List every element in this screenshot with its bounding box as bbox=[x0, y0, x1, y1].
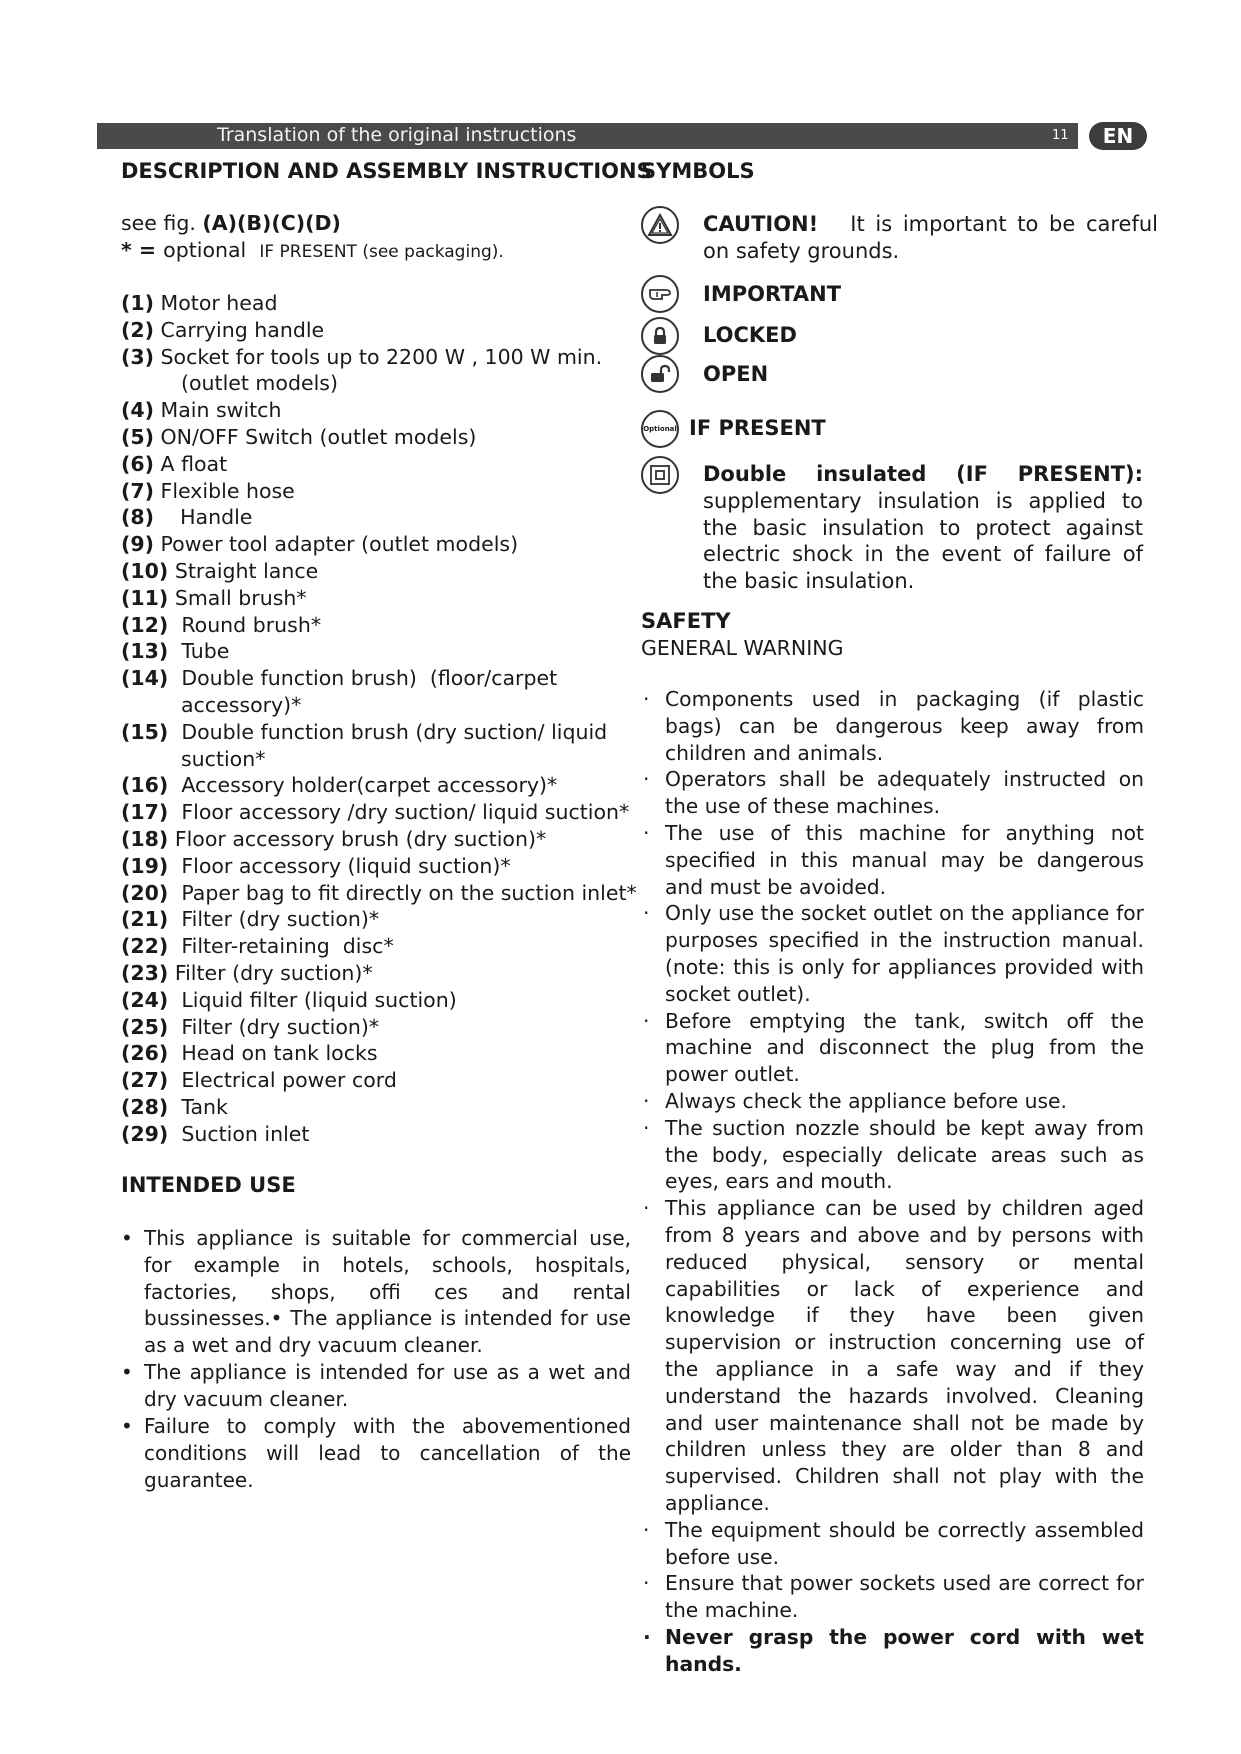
component-label: Filter-retaining disc* bbox=[174, 934, 394, 959]
component-number: (21) bbox=[121, 907, 169, 932]
component-label: Double function brush) (floor/carpet bbox=[174, 666, 558, 691]
component-item bbox=[121, 638, 661, 665]
caution-triangle-icon bbox=[641, 206, 679, 244]
component-item bbox=[121, 531, 661, 558]
component-number: (9) bbox=[121, 532, 155, 557]
component-label: ON/OFF Switch (outlet models) bbox=[160, 424, 477, 449]
safety-item: · Before emptying the tank, switch off the machine and disconnect the plug from the power outlet. bbox=[643, 1008, 1144, 1087]
component-label: Filter (dry suction)* bbox=[174, 907, 380, 932]
optional-note: IF PRESENT (see packaging). bbox=[259, 242, 504, 262]
general-warning: GENERAL WARNING bbox=[641, 636, 844, 660]
safety-item: · The use of this machine for anything not specified in this manual may be dangerous and must be avoided. bbox=[643, 820, 1144, 899]
component-item bbox=[121, 290, 661, 317]
component-label: Tube bbox=[174, 639, 230, 664]
locked-padlock-icon bbox=[641, 317, 679, 355]
component-label: Paper bag to fit directly on the suction inlet* bbox=[174, 880, 637, 905]
component-item bbox=[121, 424, 661, 451]
component-item bbox=[121, 799, 661, 826]
caution-text: CAUTION! It is important to be careful on safety grounds. bbox=[703, 212, 1158, 263]
double-square-icon bbox=[641, 456, 679, 494]
component-item bbox=[121, 692, 661, 719]
component-item bbox=[121, 960, 661, 987]
safety-item: · Ensure that power sockets used are correct for the machine. bbox=[643, 1571, 1144, 1623]
optional-star: * = bbox=[121, 238, 164, 262]
component-label: Floor accessory brush (dry suction)* bbox=[174, 826, 547, 851]
component-number: (10) bbox=[121, 558, 169, 583]
intended-use-heading: INTENDED USE bbox=[121, 1173, 296, 1197]
component-label: Small brush* bbox=[174, 585, 307, 610]
component-item bbox=[121, 933, 661, 960]
component-number: (29) bbox=[121, 1121, 169, 1146]
component-item bbox=[121, 478, 661, 505]
component-number: (2) bbox=[121, 317, 155, 342]
component-number: (18) bbox=[121, 826, 169, 851]
component-item bbox=[121, 719, 661, 746]
component-label: Double function brush (dry suction/ liquid bbox=[174, 719, 608, 744]
safety-item: · Always check the appliance before use. bbox=[643, 1088, 1067, 1113]
component-label: (outlet models) bbox=[181, 371, 338, 396]
component-label: Motor head bbox=[160, 291, 278, 315]
component-item bbox=[121, 1094, 661, 1121]
see-fig-prefix: see fig. bbox=[121, 211, 203, 235]
optional-word: optional bbox=[163, 238, 247, 262]
important-label: IMPORTANT bbox=[703, 282, 842, 306]
component-label: Liquid filter (liquid suction) bbox=[174, 987, 457, 1012]
header-title: Translation of the original instructions bbox=[217, 124, 577, 146]
component-item bbox=[121, 585, 661, 612]
component-label: Tank bbox=[174, 1094, 228, 1119]
component-number: (14) bbox=[121, 666, 169, 691]
component-label: Floor accessory (liquid suction)* bbox=[174, 853, 511, 878]
component-label: Electrical power cord bbox=[174, 1068, 397, 1093]
component-label: Handle bbox=[160, 505, 253, 530]
component-item bbox=[121, 880, 661, 907]
safety-heading: SAFETY bbox=[641, 609, 731, 633]
if-present-label: IF PRESENT bbox=[689, 416, 826, 440]
component-item bbox=[121, 1040, 661, 1067]
component-item bbox=[121, 906, 661, 933]
component-label: Carrying handle bbox=[160, 317, 325, 342]
component-number: (22) bbox=[121, 934, 169, 959]
component-number: (4) bbox=[121, 398, 155, 423]
component-item bbox=[121, 1067, 661, 1094]
optional-badge-icon: Optional bbox=[641, 410, 679, 448]
locked-label: LOCKED bbox=[703, 323, 797, 347]
component-number: (5) bbox=[121, 424, 155, 449]
component-item bbox=[121, 344, 661, 371]
intended-use-item: • The appliance is intended for use as a wet and dry vacuum cleaner. bbox=[121, 1360, 631, 1411]
intended-use-item: • Failure to comply with the abovementioned conditions will lead to cancellation of the guarantee. bbox=[121, 1414, 631, 1492]
component-number: (20) bbox=[121, 880, 169, 905]
component-item bbox=[121, 370, 661, 397]
component-label: Round brush* bbox=[174, 612, 322, 637]
safety-item: · Only use the socket outlet on the appliance for purposes specified in the instruction manual. (note: this is only for appliances provided with socket outlet). bbox=[643, 901, 1144, 1006]
language-badge: EN bbox=[1089, 122, 1147, 150]
component-label: Main switch bbox=[160, 398, 282, 423]
component-label: Flexible hose bbox=[160, 478, 295, 503]
component-item bbox=[121, 1014, 661, 1041]
component-item bbox=[121, 826, 661, 853]
component-number: (6) bbox=[121, 451, 155, 476]
component-label: Accessory holder(carpet accessory)* bbox=[174, 773, 558, 798]
safety-item-warning: · Never grasp the power cord with wet hands. bbox=[643, 1624, 1144, 1676]
intended-use-item: • This appliance is suitable for commercial use, for example in hotels, schools, hospitals, factories, shops, offi ces and rental bussinesses.• The appliance is intended for use as a wet and dry vacuum cleaner. bbox=[121, 1226, 631, 1358]
safety-item: · The suction nozzle should be kept away from the body, especially delicate areas such as eyes, ears and mouth. bbox=[643, 1115, 1144, 1194]
component-number: (19) bbox=[121, 853, 169, 878]
component-label: Straight lance bbox=[174, 558, 319, 583]
component-label: Filter (dry suction)* bbox=[174, 1014, 380, 1039]
component-number: (16) bbox=[121, 773, 169, 798]
component-number: (25) bbox=[121, 1014, 169, 1039]
safety-item: · Operators shall be adequately instructed on the use of these machines. bbox=[643, 767, 1144, 819]
component-item bbox=[121, 612, 661, 639]
component-label: suction* bbox=[181, 746, 266, 771]
component-item bbox=[121, 987, 661, 1014]
component-label: Floor accessory /dry suction/ liquid suction* bbox=[174, 800, 630, 825]
component-number: (28) bbox=[121, 1094, 169, 1119]
component-label: accessory)* bbox=[181, 692, 302, 717]
component-label: Power tool adapter (outlet models) bbox=[160, 532, 519, 557]
optional-line bbox=[121, 237, 504, 266]
component-number: (1) bbox=[121, 291, 155, 315]
component-item bbox=[121, 558, 661, 585]
component-label: Socket for tools up to 2200 W , 100 W min. bbox=[160, 344, 603, 369]
component-number: (7) bbox=[121, 478, 155, 503]
safety-list bbox=[641, 686, 1144, 1677]
component-label: Head on tank locks bbox=[174, 1041, 378, 1066]
component-number: (8) bbox=[121, 505, 155, 530]
see-fig-refs: (A)(B)(C)(D) bbox=[202, 211, 341, 235]
component-list bbox=[121, 290, 661, 1148]
component-item bbox=[121, 665, 661, 692]
component-number: (13) bbox=[121, 639, 169, 664]
double-insulated-text: Double insulated (IF PRESENT): supplementary insulation is applied to the basic insulation to protect against electric shock in the event of failure of the basic insulation. bbox=[703, 462, 1143, 594]
component-item bbox=[121, 1121, 661, 1148]
safety-item: · Components used in packaging (if plastic bags) can be dangerous keep away from children and animals. bbox=[643, 687, 1144, 765]
safety-item: · The equipment should be correctly assembled before use. bbox=[643, 1517, 1144, 1569]
component-item bbox=[121, 746, 661, 773]
component-item bbox=[121, 317, 661, 344]
component-number: (26) bbox=[121, 1041, 169, 1066]
component-number: (11) bbox=[121, 585, 169, 610]
see-fig-line bbox=[121, 210, 341, 237]
open-label: OPEN bbox=[703, 362, 769, 386]
component-item bbox=[121, 451, 661, 478]
description-heading: DESCRIPTION AND ASSEMBLY INSTRUCTIONS bbox=[121, 159, 652, 183]
page-number: 11 bbox=[1052, 128, 1069, 143]
component-number: (3) bbox=[121, 344, 155, 369]
component-item bbox=[121, 397, 661, 424]
component-label: A float bbox=[160, 451, 228, 476]
component-number: (15) bbox=[121, 719, 169, 744]
component-item bbox=[121, 504, 661, 531]
component-number: (17) bbox=[121, 800, 169, 825]
component-number: (12) bbox=[121, 612, 169, 637]
component-item bbox=[121, 853, 661, 880]
component-number: (24) bbox=[121, 987, 169, 1012]
component-number: (27) bbox=[121, 1068, 169, 1093]
symbols-heading: SYMBOLS bbox=[641, 159, 755, 183]
component-number: (23) bbox=[121, 960, 169, 985]
component-label: Suction inlet bbox=[174, 1121, 310, 1146]
safety-item: · This appliance can be used by children aged from 8 years and above and by persons with reduced physical, sensory or mental capabilities or lack of experience and knowledge if they have been given supervision or instruction concerning use of the appliance in a safe way and if they understand the hazards involved. Cleaning and user maintenance shall not be made by children unless they are older than 8 and supervised. Children shall not play with the appliance. bbox=[643, 1196, 1144, 1515]
component-item bbox=[121, 772, 661, 799]
open-padlock-icon bbox=[641, 355, 679, 393]
pointing-hand-icon bbox=[641, 275, 679, 313]
component-label: Filter (dry suction)* bbox=[174, 960, 373, 985]
